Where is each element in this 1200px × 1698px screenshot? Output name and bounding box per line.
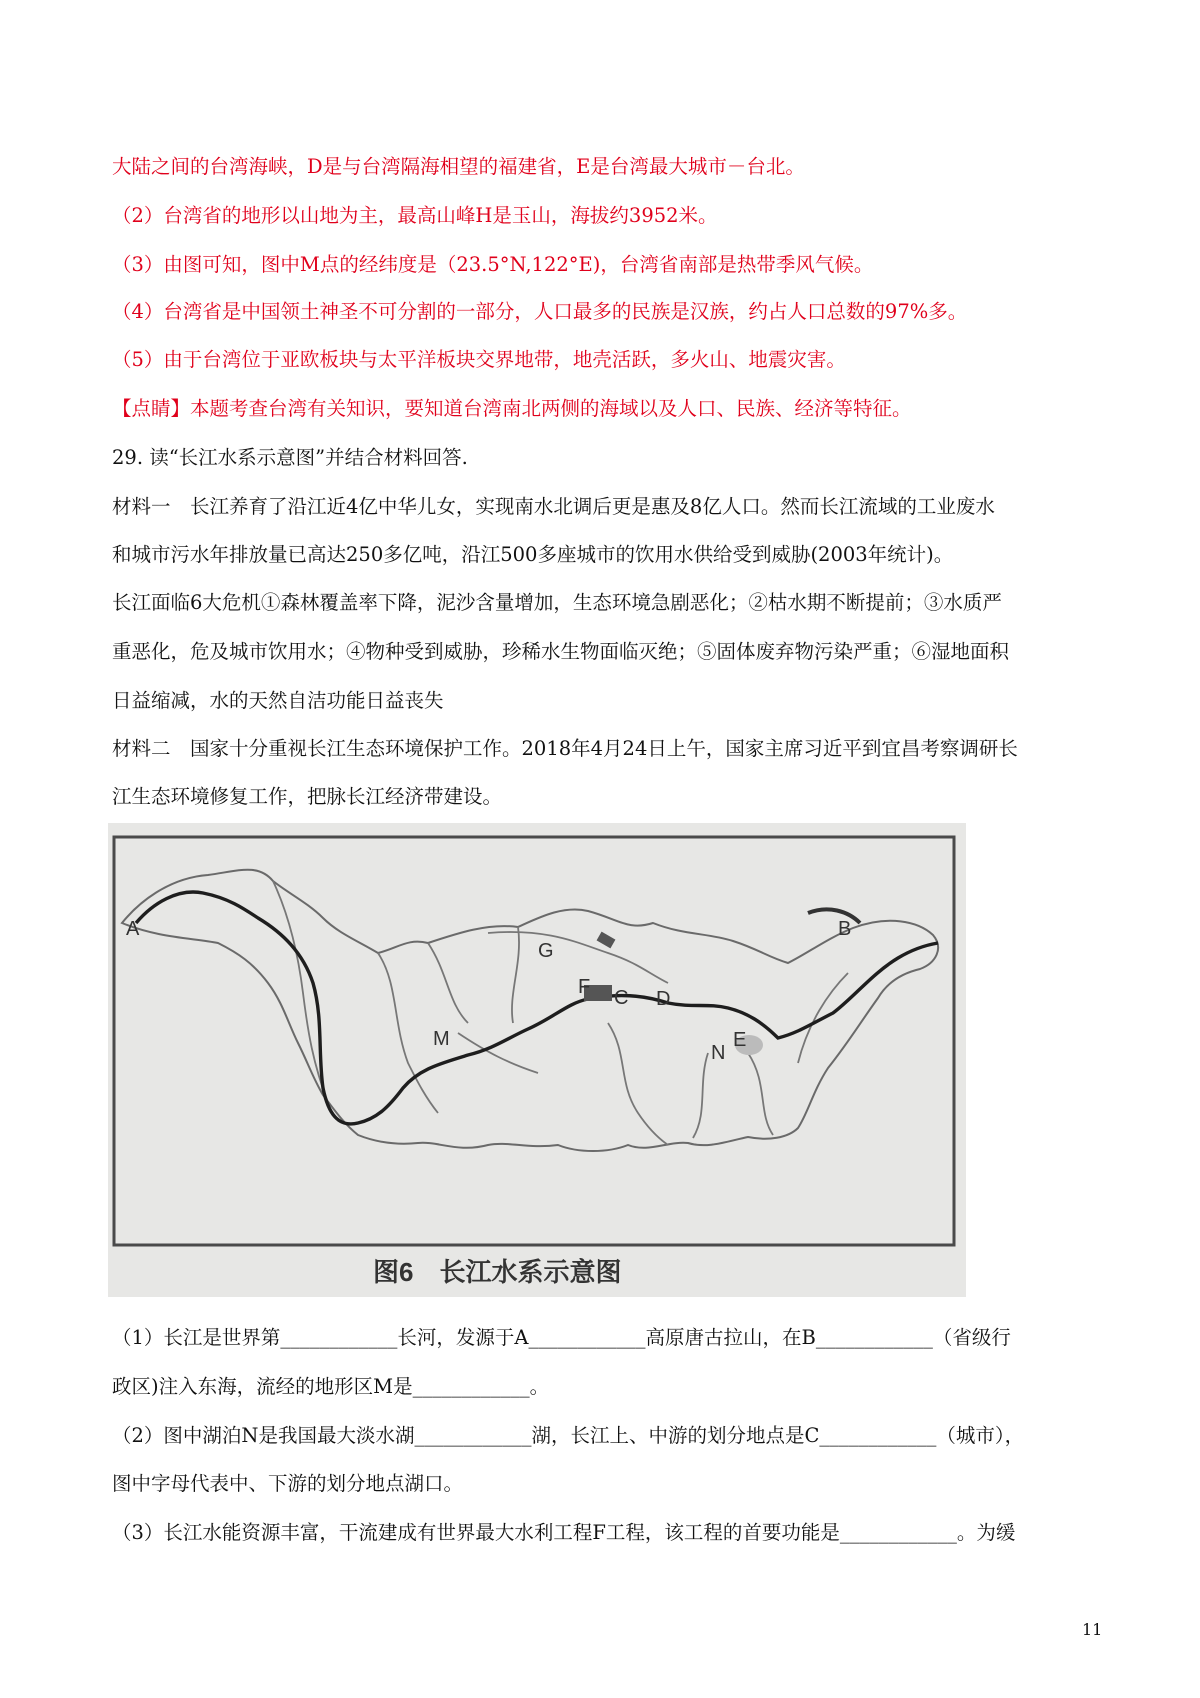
- subquestion-1-line-1: （1）长江是世界第____________长河，发源于A____________高原唐古拉山，在B____________（省级行: [112, 1326, 1011, 1349]
- label-g: G: [538, 940, 554, 962]
- subquestion-2-line-2: 图中字母代表中、下游的划分地点湖口。: [112, 1472, 464, 1495]
- label-n: N: [711, 1042, 726, 1064]
- subquestion-2-line-1: （2）图中湖泊N是我国最大淡水湖____________湖，长江上、中游的划分地点是C____________（城市），: [112, 1424, 1025, 1447]
- answer-line-3: （3）由图可知，图中M点的经纬度是（23.5°N,122°E)，台湾省南部是热带季风气候。: [112, 253, 874, 276]
- label-c: C: [614, 987, 629, 1009]
- material-one-line-3: 长江面临6大危机①森林覆盖率下降，泥沙含量增加，生态环境急剧恶化；②枯水期不断提前；③水质严: [112, 591, 1002, 614]
- label-m: M: [433, 1028, 450, 1050]
- material-one-line-2: 和城市污水年排放量已高达250多亿吨，沿江500多座城市的饮用水供给受到威胁(2003年统计)。: [112, 543, 954, 566]
- label-e: E: [733, 1029, 747, 1051]
- label-f: F: [578, 976, 591, 998]
- material-one-line-1: 材料一 长江养育了沿江近4亿中华儿女，实现南水北调后更是惠及8亿人口。然而长江流域的工业废水: [112, 495, 995, 518]
- material-one-line-4: 重恶化，危及城市饮用水；④物种受到威胁，珍稀水生物面临灭绝；⑤固体废弃物污染严重；⑥湿地面积: [112, 640, 1010, 663]
- subquestion-3-line-1: （3）长江水能资源丰富，干流建成有世界最大水利工程F工程，该工程的首要功能是____________。为缓: [112, 1521, 1016, 1544]
- tip-line: 【点睛】本题考查台湾有关知识，要知道台湾南北两侧的海域以及人口、民族、经济等特征。: [112, 397, 912, 420]
- answer-line-4: （4）台湾省是中国领土神圣不可分割的一部分，人口最多的民族是汉族，约占人口总数的97%多。: [112, 300, 968, 323]
- subquestion-1-line-2: 政区)注入东海，流经的地形区M是____________。: [112, 1375, 550, 1398]
- label-a: A: [126, 918, 140, 940]
- figure-caption: 图6 长江水系示意图: [373, 1257, 622, 1287]
- answer-line-5: （5）由于台湾位于亚欧板块与太平洋板块交界地带，地壳活跃，多火山、地震灾害。: [112, 348, 846, 371]
- yangtze-river-map: [108, 823, 966, 1297]
- question-title: 29. 读“长江水系示意图”并结合材料回答.: [112, 446, 468, 469]
- label-b: B: [838, 918, 852, 940]
- page-number: 11: [1082, 1620, 1103, 1639]
- material-two-line-1: 材料二 国家十分重视长江生态环境保护工作。2018年4月24日上午，国家主席习近平到宜昌考察调研长: [112, 737, 1018, 760]
- material-one-line-5: 日益缩减，水的天然自洁功能日益丧失: [112, 689, 444, 712]
- material-two-line-2: 江生态环境修复工作，把脉长江经济带建设。: [112, 785, 503, 808]
- answer-line-2: （2）台湾省的地形以山地为主，最高山峰H是玉山，海拔约3952米。: [112, 204, 718, 227]
- answer-line-1: 大陆之间的台湾海峡，D是与台湾隔海相望的福建省，E是台湾最大城市－台北。: [112, 155, 805, 178]
- label-d: D: [656, 988, 671, 1010]
